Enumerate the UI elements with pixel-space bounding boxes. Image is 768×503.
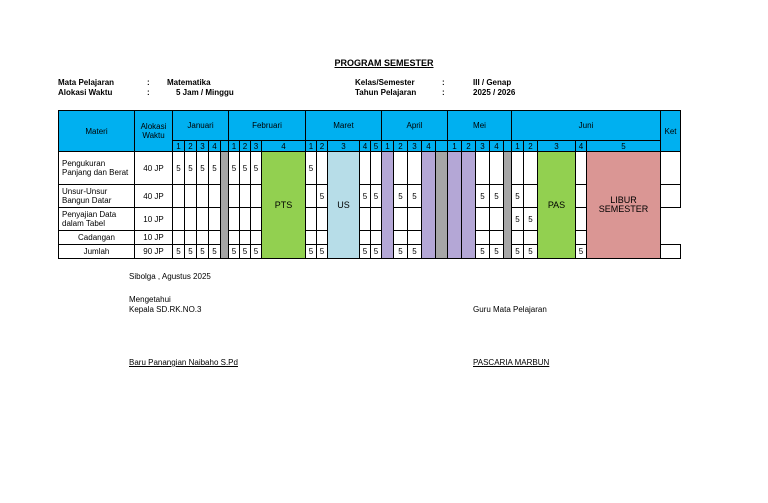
- meta-colons-right: : :: [442, 78, 445, 97]
- week-holiday: [448, 152, 462, 259]
- jp-cell: [512, 152, 524, 185]
- jp-cell: [197, 185, 209, 208]
- meta-labels-left: [58, 78, 114, 98]
- week-header: 5: [587, 141, 661, 152]
- week-header: 1: [306, 141, 317, 152]
- header-month-april: April: [382, 111, 448, 141]
- header-alokasi: Alokasi Waktu: [135, 111, 173, 152]
- mapel-value: Matematika: [167, 78, 211, 87]
- jp-cell: [317, 152, 328, 185]
- tahun-label: Tahun Pelajaran: [355, 88, 417, 97]
- jp-cell: [173, 185, 185, 208]
- jp-cell: 5: [512, 245, 524, 259]
- place-date: Sibolga , Agustus 2025: [129, 272, 211, 281]
- week-header: 3: [251, 141, 262, 152]
- jp-cell: [240, 185, 251, 208]
- week-gap: [221, 141, 229, 152]
- week-header: 4: [360, 141, 371, 152]
- week-gap: [221, 152, 229, 259]
- jp-cell: [229, 231, 240, 245]
- jp-cell: [576, 152, 587, 185]
- jp-cell: [209, 208, 221, 231]
- alokasi-cell: 90 JP: [135, 245, 173, 259]
- header-materi: Materi: [59, 111, 135, 152]
- meta-values-left: [167, 78, 234, 98]
- jp-cell: 5: [229, 152, 240, 185]
- jp-cell: 5: [173, 245, 185, 259]
- jp-cell: [576, 185, 587, 208]
- jp-cell: 5: [209, 245, 221, 259]
- guru-title: Guru Mata Pelajaran: [473, 305, 547, 314]
- jp-cell: 5: [197, 152, 209, 185]
- week-header: 1: [448, 141, 462, 152]
- week-header: 4: [490, 141, 504, 152]
- jp-cell: [512, 231, 524, 245]
- jp-cell: 5: [240, 152, 251, 185]
- jp-cell: [408, 152, 422, 185]
- jp-cell: 5: [371, 245, 382, 259]
- jp-cell: [408, 231, 422, 245]
- jp-cell: [408, 208, 422, 231]
- materi-cell: Unsur-Unsur Bangun Datar: [59, 185, 135, 208]
- ket-cell: [576, 231, 587, 245]
- jp-cell: 5: [524, 208, 538, 231]
- week-header: 1: [229, 141, 240, 152]
- week-header: 1: [512, 141, 524, 152]
- jp-cell: [394, 152, 408, 185]
- jp-cell: [251, 208, 262, 231]
- week-header: 1: [382, 141, 394, 152]
- week-header: 3: [408, 141, 422, 152]
- week-header: 4: [576, 141, 587, 152]
- tahun-value: 2025 / 2026: [473, 88, 516, 97]
- meta-values-right: [473, 78, 515, 98]
- week-gap: [436, 152, 448, 259]
- event-pas: PAS: [538, 152, 576, 259]
- jp-cell: [394, 208, 408, 231]
- event-libur-semester: LIBUR SEMESTER: [587, 152, 661, 259]
- jp-cell: [173, 208, 185, 231]
- event-pts: PTS: [262, 152, 306, 259]
- kepala-name: Baru Panangian Naibaho S.Pd: [129, 358, 238, 367]
- jp-cell: [371, 208, 382, 231]
- alokasi-cell: 40 JP: [135, 152, 173, 185]
- ket-cell: [576, 208, 587, 231]
- mengetahui-label: Mengetahui: [129, 295, 171, 304]
- jp-cell: 5: [173, 152, 185, 185]
- jp-cell: [476, 152, 490, 185]
- week-gap: [504, 141, 512, 152]
- jp-cell: 5: [197, 245, 209, 259]
- week-header: 2: [462, 141, 476, 152]
- jp-cell: 5: [576, 245, 587, 259]
- jp-cell: [240, 231, 251, 245]
- materi-cell: Penyajian Data dalam Tabel: [59, 208, 135, 231]
- jp-cell: [306, 208, 317, 231]
- meta-labels-right: [355, 78, 416, 98]
- jp-cell: 5: [306, 152, 317, 185]
- materi-cell: Pengukuran Panjang dan Berat: [59, 152, 135, 185]
- jp-cell: [209, 185, 221, 208]
- header-month-mei: Mei: [448, 111, 512, 141]
- jp-cell: [197, 208, 209, 231]
- jp-cell: [524, 231, 538, 245]
- header-month-februari: Februari: [229, 111, 306, 141]
- header-ket: Ket: [661, 111, 681, 152]
- jp-cell: [490, 231, 504, 245]
- table-row: [59, 152, 681, 185]
- week-header: 3: [197, 141, 209, 152]
- jp-cell: 5: [524, 245, 538, 259]
- week-header: 1: [173, 141, 185, 152]
- week-header: 2: [394, 141, 408, 152]
- jp-cell: [251, 185, 262, 208]
- jp-cell: [360, 152, 371, 185]
- jp-cell: [306, 185, 317, 208]
- jp-cell: 5: [251, 245, 262, 259]
- jp-cell: [197, 231, 209, 245]
- event-us: US: [328, 152, 360, 259]
- jp-cell: [360, 208, 371, 231]
- jp-cell: 5: [360, 185, 371, 208]
- jp-cell: [371, 231, 382, 245]
- header-month-juni: Juni: [512, 111, 661, 141]
- jp-cell: [476, 208, 490, 231]
- week-header: 3: [328, 141, 360, 152]
- kelas-label: Kelas/Semester: [355, 78, 415, 87]
- jp-cell: 5: [490, 245, 504, 259]
- week-header: 3: [476, 141, 490, 152]
- header-month-januari: Januari: [173, 111, 229, 141]
- jp-cell: 5: [360, 245, 371, 259]
- jp-cell: [317, 231, 328, 245]
- jp-cell: [251, 231, 262, 245]
- jp-cell: 5: [251, 152, 262, 185]
- header-month-maret: Maret: [306, 111, 382, 141]
- jp-cell: [173, 231, 185, 245]
- jp-cell: 5: [371, 185, 382, 208]
- page-title: PROGRAM SEMESTER: [334, 58, 434, 68]
- meta-colons-left: : :: [147, 78, 150, 97]
- jp-cell: [185, 185, 197, 208]
- alokasi-value: 5 Jam / Minggu: [176, 88, 234, 97]
- jp-cell: 5: [512, 185, 524, 208]
- jp-cell: 5: [394, 185, 408, 208]
- jp-cell: [490, 152, 504, 185]
- week-holiday: [422, 152, 436, 259]
- materi-cell: Jumlah: [59, 245, 135, 259]
- jp-cell: 5: [185, 245, 197, 259]
- week-header: 5: [371, 141, 382, 152]
- week-header: 2: [240, 141, 251, 152]
- jp-cell: [476, 231, 490, 245]
- week-header: 4: [262, 141, 306, 152]
- jp-cell: [240, 208, 251, 231]
- jp-cell: [209, 231, 221, 245]
- jp-cell: 5: [512, 208, 524, 231]
- mapel-label: Mata Pelajaran: [58, 78, 115, 87]
- alokasi-label: Alokasi Waktu: [58, 88, 113, 97]
- jp-cell: 5: [408, 185, 422, 208]
- week-header: 2: [317, 141, 328, 152]
- ket-cell: [661, 185, 681, 208]
- ket-cell: [661, 152, 681, 185]
- jp-cell: 5: [490, 185, 504, 208]
- jp-cell: 5: [240, 245, 251, 259]
- alokasi-cell: 10 JP: [135, 231, 173, 245]
- ket-cell: [661, 245, 681, 259]
- semester-table: [58, 110, 681, 259]
- jp-cell: 5: [306, 245, 317, 259]
- jp-cell: [185, 231, 197, 245]
- jp-cell: 5: [476, 245, 490, 259]
- jp-cell: 5: [317, 185, 328, 208]
- week-header: 4: [209, 141, 221, 152]
- week-header: 4: [422, 141, 436, 152]
- jp-cell: [306, 231, 317, 245]
- kepala-title: Kepala SD.RK.NO.3: [129, 305, 202, 314]
- jp-cell: 5: [185, 152, 197, 185]
- week-holiday: [382, 152, 394, 259]
- jp-cell: 5: [394, 245, 408, 259]
- guru-name: PASCARIA MARBUN: [473, 358, 550, 367]
- kelas-value: III / Genap: [473, 78, 512, 87]
- jp-cell: [394, 231, 408, 245]
- week-header: 2: [524, 141, 538, 152]
- jp-cell: [317, 208, 328, 231]
- jp-cell: 5: [229, 245, 240, 259]
- jp-cell: [229, 185, 240, 208]
- jp-cell: [229, 208, 240, 231]
- jp-cell: [185, 208, 197, 231]
- alokasi-cell: 40 JP: [135, 185, 173, 208]
- week-header: 2: [185, 141, 197, 152]
- jp-cell: 5: [209, 152, 221, 185]
- alokasi-cell: 10 JP: [135, 208, 173, 231]
- week-header: 3: [538, 141, 576, 152]
- jp-cell: 5: [408, 245, 422, 259]
- week-gap: [504, 152, 512, 259]
- jp-cell: [490, 208, 504, 231]
- materi-cell: Cadangan: [59, 231, 135, 245]
- jp-cell: 5: [317, 245, 328, 259]
- week-holiday: [462, 152, 476, 259]
- jp-cell: [371, 152, 382, 185]
- jp-cell: [524, 152, 538, 185]
- jp-cell: [524, 185, 538, 208]
- week-gap: [436, 141, 448, 152]
- jp-cell: [360, 231, 371, 245]
- jp-cell: 5: [476, 185, 490, 208]
